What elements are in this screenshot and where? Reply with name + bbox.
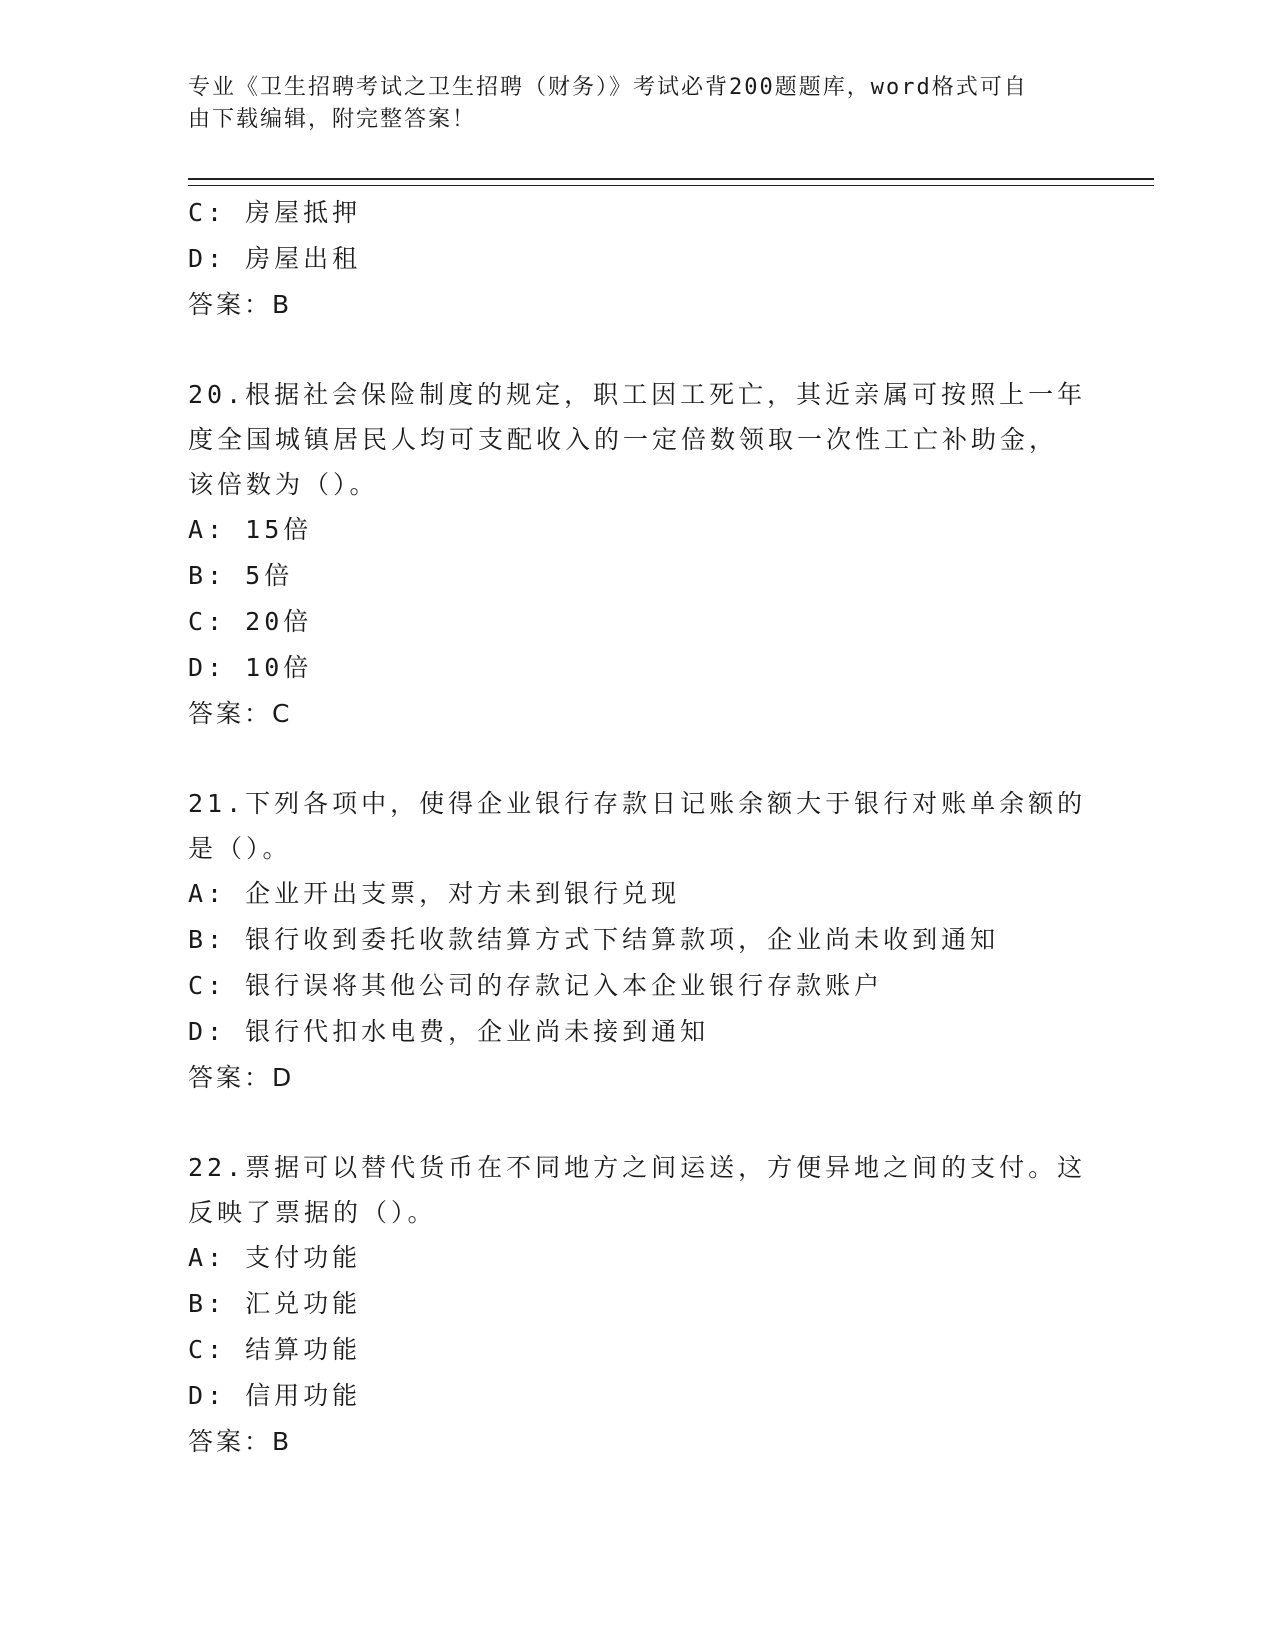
question-block-prev <box>188 190 1088 328</box>
option-d: D: 房屋出租 <box>188 244 362 273</box>
header-line-2: 由下载编辑，附完整答案！ <box>188 107 477 132</box>
spacer <box>188 1101 1088 1145</box>
answer-line: 答案：D <box>188 1063 295 1092</box>
question-line: 21.下列各项中，使得企业银行存款日记账余额大于银行对账单余额的 <box>188 789 1087 818</box>
question-line: 度全国城镇居民人均可支配收入的一定倍数领取一次性工亡补助金， <box>188 425 1059 454</box>
question-line: 是（）。 <box>188 834 292 863</box>
option-b: B: 5倍 <box>188 561 294 590</box>
option-a: A: 15倍 <box>188 515 313 544</box>
answer-line: 答案：C <box>188 699 293 728</box>
question-block-21 <box>188 781 1088 1101</box>
option-a: A: 企业开出支票，对方未到银行兑现 <box>188 879 681 908</box>
question-text <box>188 1145 1088 1235</box>
option-b: B: 汇兑功能 <box>188 1289 362 1318</box>
answer-line: 答案：B <box>188 290 293 319</box>
spacer <box>188 737 1088 781</box>
option-c: C: 结算功能 <box>188 1335 362 1364</box>
question-list <box>188 190 1088 1465</box>
question-block-20 <box>188 372 1088 737</box>
header-divider <box>188 178 1154 186</box>
option-d: D: 信用功能 <box>188 1381 362 1410</box>
answer-line: 答案：B <box>188 1427 293 1456</box>
option-a: A: 支付功能 <box>188 1243 362 1272</box>
question-text <box>188 372 1088 507</box>
question-line: 20.根据社会保险制度的规定，职工因工死亡，其近亲属可按照上一年 <box>188 380 1087 409</box>
header-line-1: 专业《卫生招聘考试之卫生招聘（财务）》考试必背200题题库，word格式可自 <box>188 75 1028 100</box>
question-line: 22.票据可以替代货币在不同地方之间运送，方便异地之间的支付。这 <box>188 1153 1087 1182</box>
page-header <box>188 72 1088 136</box>
question-line: 反映了票据的（）。 <box>188 1198 437 1227</box>
option-d: D: 10倍 <box>188 653 313 682</box>
spacer <box>188 328 1088 372</box>
option-d: D: 银行代扣水电费，企业尚未接到通知 <box>188 1017 710 1046</box>
question-text <box>188 781 1088 871</box>
option-c: C: 银行误将其他公司的存款记入本企业银行存款账户 <box>188 971 884 1000</box>
question-line: 该倍数为（）。 <box>188 470 379 499</box>
question-block-22 <box>188 1145 1088 1465</box>
option-b: B: 银行收到委托收款结算方式下结算款项，企业尚未收到通知 <box>188 925 1000 954</box>
option-c: C: 房屋抵押 <box>188 198 362 227</box>
option-c: C: 20倍 <box>188 607 313 636</box>
